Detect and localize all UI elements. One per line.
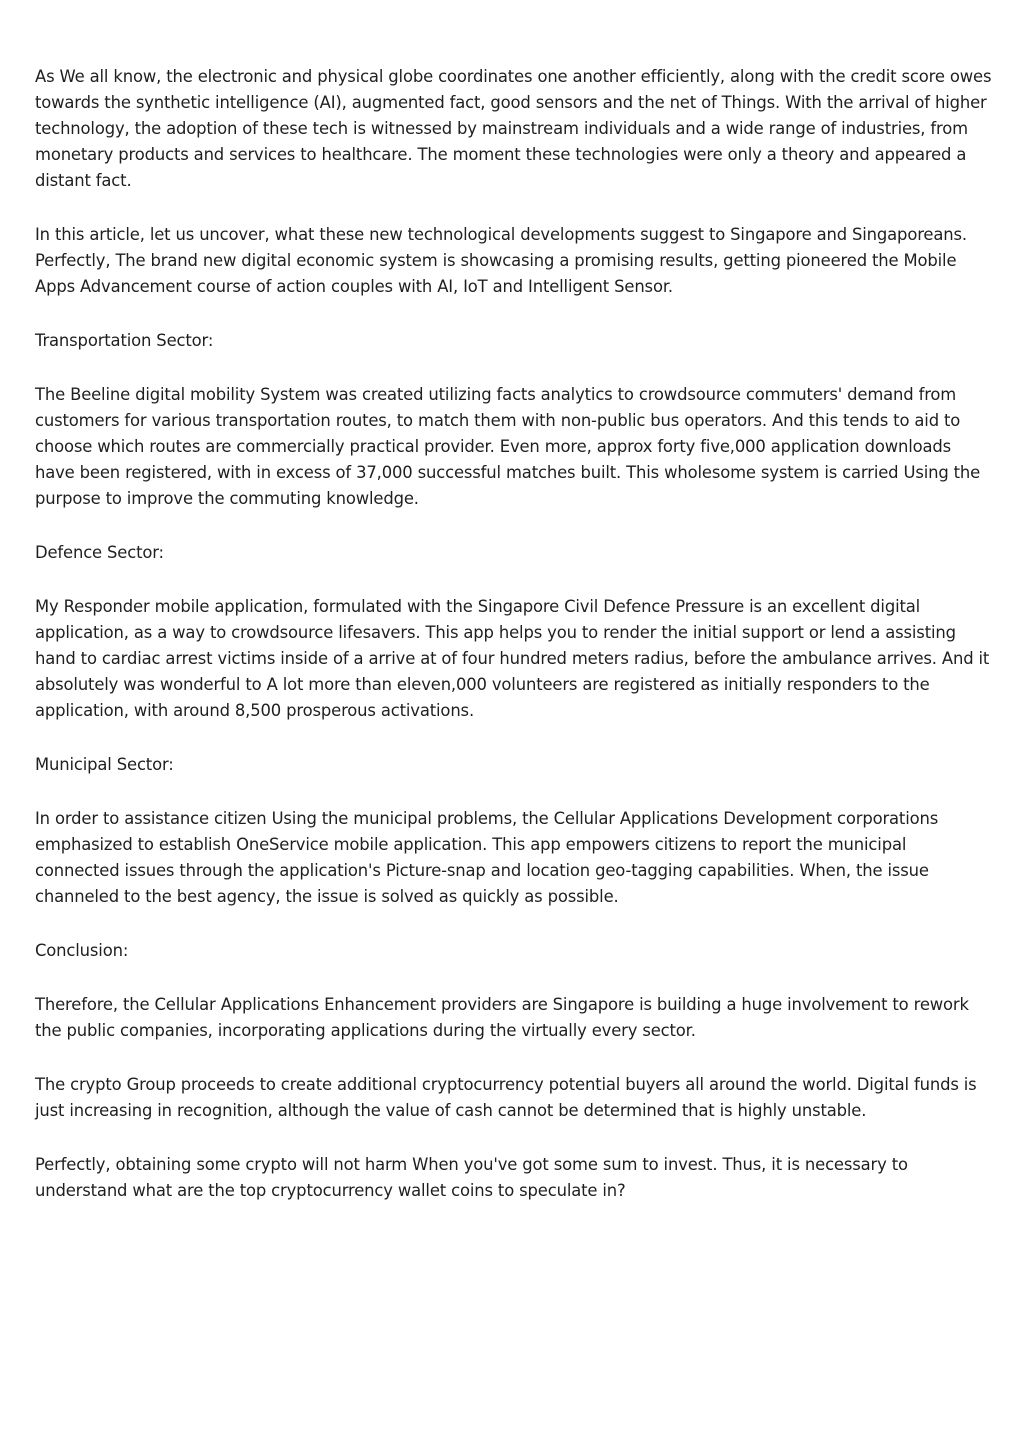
paragraph-defence: My Responder mobile application, formulated with the Singapore Civil Defence Pressure is an excellent digital application, as a way to crowdsource lifesavers. This app helps you to render the initial support or lend a assisting hand to cardiac arrest victims inside of a arrive at of four hundred meters radius, before the ambulance arrives. And it absolutely was wonderful to A lot more than eleven,000 volunteers are registered as initially responders to the application, with around 8,500 prosperous activations.	[35, 597, 990, 720]
heading-transportation-sector: Transportation Sector:	[35, 331, 214, 350]
heading-conclusion: Conclusion:	[35, 941, 129, 960]
heading-defence-sector: Defence Sector:	[35, 543, 164, 562]
paragraph-singapore: In this article, let us uncover, what these new technological developments suggest to Singapore and Singaporeans. Perfectly, The brand new digital economic system is showcasing a promising results, getting pioneered the Mobile Apps Advancement course of action couples with AI, IoT and Intelligent Sensor.	[35, 225, 967, 296]
paragraph-transportation: The Beeline digital mobility System was created utilizing facts analytics to crowdsource commuters' demand from customers for various transportation routes, to match them with non-public bus operators. And this tends to aid to choose which routes are commercially practical provider. Even more, approx forty five,000 application downloads have been registered, with in excess of 37,000 successful matches built. This wholesome system is carried Using the purpose to improve the commuting knowledge.	[35, 385, 981, 508]
paragraph-crypto-invest: Perfectly, obtaining some crypto will not harm When you've got some sum to invest. Thus, it is necessary to understand what are the top cryptocurrency wallet coins to speculate in?	[35, 1155, 908, 1200]
paragraph-crypto-group: The crypto Group proceeds to create additional cryptocurrency potential buyers all around the world. Digital funds is just increasing in recognition, although the value of cash cannot be determined that is highly unstable.	[35, 1075, 977, 1120]
paragraph-conclusion: Therefore, the Cellular Applications Enhancement providers are Singapore is building a huge involvement to rework the public companies, incorporating applications during the virtually every sector.	[35, 995, 969, 1040]
paragraph-municipal: In order to assistance citizen Using the municipal problems, the Cellular Applications Development corporations emphasized to establish OneService mobile application. This app empowers citizens to report the municipal connected issues through the application's Picture-snap and location geo-tagging capabilities. When, the issue channeled to the best agency, the issue is solved as quickly as possible.	[35, 809, 939, 906]
heading-municipal-sector: Municipal Sector:	[35, 755, 174, 774]
document-body	[35, 64, 995, 1232]
paragraph-intro: As We all know, the electronic and physical globe coordinates one another efficiently, along with the credit score owes towards the synthetic intelligence (AI), augmented fact, good sensors and the net of Things. With the arrival of higher technology, the adoption of these tech is witnessed by mainstream individuals and a wide range of industries, from monetary products and services to healthcare. The moment these technologies were only a theory and appeared a distant fact.	[35, 67, 992, 190]
